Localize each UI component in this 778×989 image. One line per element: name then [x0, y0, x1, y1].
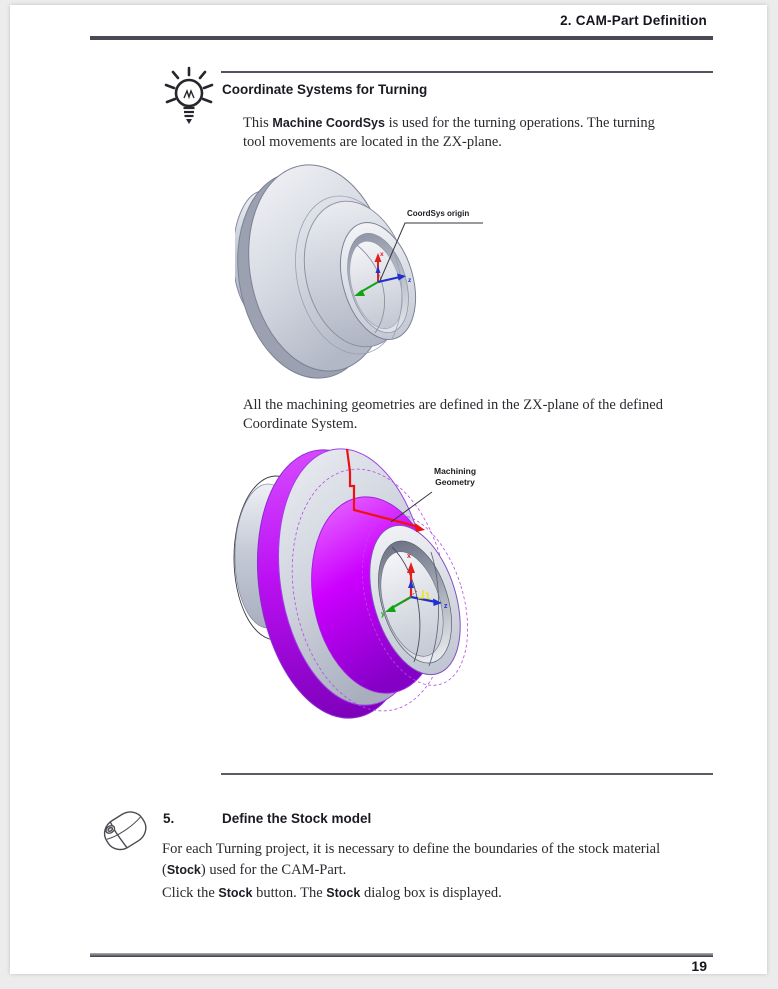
note-top-rule [221, 71, 713, 73]
header-chapter-title: 2. CAM-Part Definition [560, 13, 707, 28]
note-heading: Coordinate Systems for Turning [222, 82, 428, 97]
annotation-line: Machining [433, 466, 477, 476]
stock-term: Stock [166, 863, 201, 877]
text-segment: All the machining geometries are defined in the ZX-plane of the defined [243, 397, 663, 413]
origin-flag-label: 1 [425, 591, 431, 602]
stock-term: Stock [326, 886, 361, 900]
annotation-line: Geometry [435, 477, 475, 487]
page-number: 19 [691, 958, 707, 974]
axis-x-label: x [407, 553, 411, 560]
header-rule [90, 36, 713, 40]
text-segment: ( [162, 862, 167, 878]
stock-term: Stock [218, 886, 253, 900]
axis-y-label: y [381, 611, 385, 618]
axis-z-label: z [444, 603, 448, 610]
text-segment: Click the [162, 885, 219, 901]
figure-machining-geometry [230, 442, 520, 742]
coordsys-origin-annotation: CoordSys origin [407, 209, 470, 218]
note-paragraph-1 [243, 114, 743, 152]
machining-geometry-annotation [415, 466, 495, 488]
text-segment: This [243, 115, 273, 131]
text-segment: Coordinate System. [243, 416, 358, 432]
note-paragraph-2 [243, 396, 743, 434]
text-segment: button. The [252, 885, 327, 901]
document-page [10, 5, 767, 974]
step-number: 5. [163, 811, 175, 826]
text-segment: tool movements are located in the ZX-plane. [243, 134, 502, 150]
text-segment: dialog box is displayed. [360, 885, 502, 901]
figure-coordsys-origin [235, 163, 513, 393]
footer-rule [90, 953, 713, 957]
step-heading: Define the Stock model [222, 811, 372, 826]
machine-coordsys-term: Machine CoordSys [272, 116, 385, 130]
text-segment: For each Turning project, it is necessary to define the boundaries of the stock material [162, 841, 661, 857]
axis-z-label: z [408, 277, 412, 284]
step-paragraph-2 [162, 883, 742, 904]
text-segment: is used for the turning operations. The turning [384, 115, 655, 131]
lightbulb-icon [161, 66, 217, 130]
section-separator-rule [221, 773, 713, 775]
mouse-icon [93, 804, 159, 860]
flange-part-image [235, 163, 513, 393]
axis-x-label: x [380, 251, 384, 258]
step-paragraph-1 [162, 839, 742, 881]
text-segment: ) used for the CAM-Part. [200, 862, 347, 878]
